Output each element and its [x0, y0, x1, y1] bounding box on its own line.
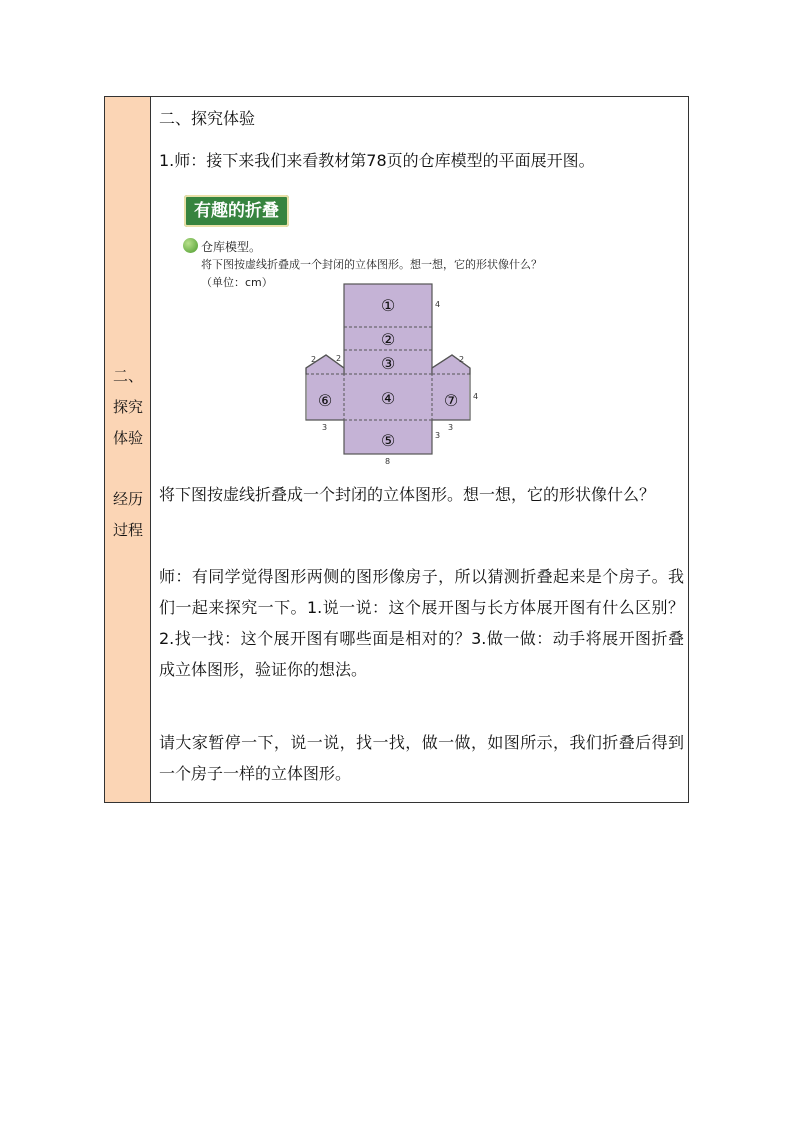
figure-banner: 有趣的折叠: [184, 195, 289, 227]
lesson-table: [104, 96, 689, 803]
teacher-explanation-paragraph: 师：有同学觉得图形两侧的图形像房子，所以猜测折叠起来是个房子。我们一起来探究一下。1.说一说：这个展开图与长方体展开图有什么区别？2.找一找：这个展开图有哪些面是相对的？3.做一做：动手将展开图折叠成立体图形，验证你的想法。: [159, 567, 684, 679]
section-label-1: 探究: [112, 398, 143, 416]
section-label-3: 经历: [112, 490, 143, 508]
dim-label: 3: [435, 431, 441, 440]
conclusion-paragraph: 请大家暂停一下，说一说，找一找，做一做，如图所示，我们折叠后得到一个房子一样的立体图形。: [159, 733, 684, 783]
face-5-label: ⑤: [380, 431, 396, 450]
content-column: [151, 97, 688, 802]
dim-label: 2: [459, 355, 465, 364]
dim-label: 4: [473, 392, 479, 401]
section-heading: 二、探究体验: [159, 109, 256, 128]
face-4-label: ④: [380, 389, 396, 408]
section-label-4: 过程: [112, 521, 143, 539]
face-3-label: ③: [380, 354, 396, 373]
figure-unit: （单位：cm）: [201, 276, 273, 289]
dim-label: 3: [322, 423, 328, 432]
face-6-label: ⑥: [317, 391, 333, 410]
dim-label: 8: [385, 457, 391, 466]
face-1-label: ①: [380, 296, 396, 315]
section-label-2: 体验: [112, 429, 143, 447]
textbook-figure: [159, 187, 635, 467]
figure-instruction: 将下图按虚线折叠成一个封闭的立体图形。想一想，它的形状像什么？: [201, 258, 542, 271]
net-diagram: [159, 187, 635, 467]
instruction-paragraph: 将下图按虚线折叠成一个封闭的立体图形。想一想，它的形状像什么？: [159, 485, 656, 504]
figure-subtitle: 仓库模型。: [201, 240, 262, 254]
face-2-label: ②: [380, 330, 396, 349]
teacher-intro-line: 1.师：接下来我们来看教材第78页的仓库模型的平面展开图。: [159, 151, 595, 170]
dim-label: 2: [311, 355, 317, 364]
face-7-label: ⑦: [443, 391, 459, 410]
dim-label: 4: [435, 300, 441, 309]
section-label-column: [105, 97, 151, 802]
section-number: 二、: [112, 367, 143, 385]
dim-label: 3: [448, 423, 454, 432]
dim-label: 2: [336, 354, 342, 363]
